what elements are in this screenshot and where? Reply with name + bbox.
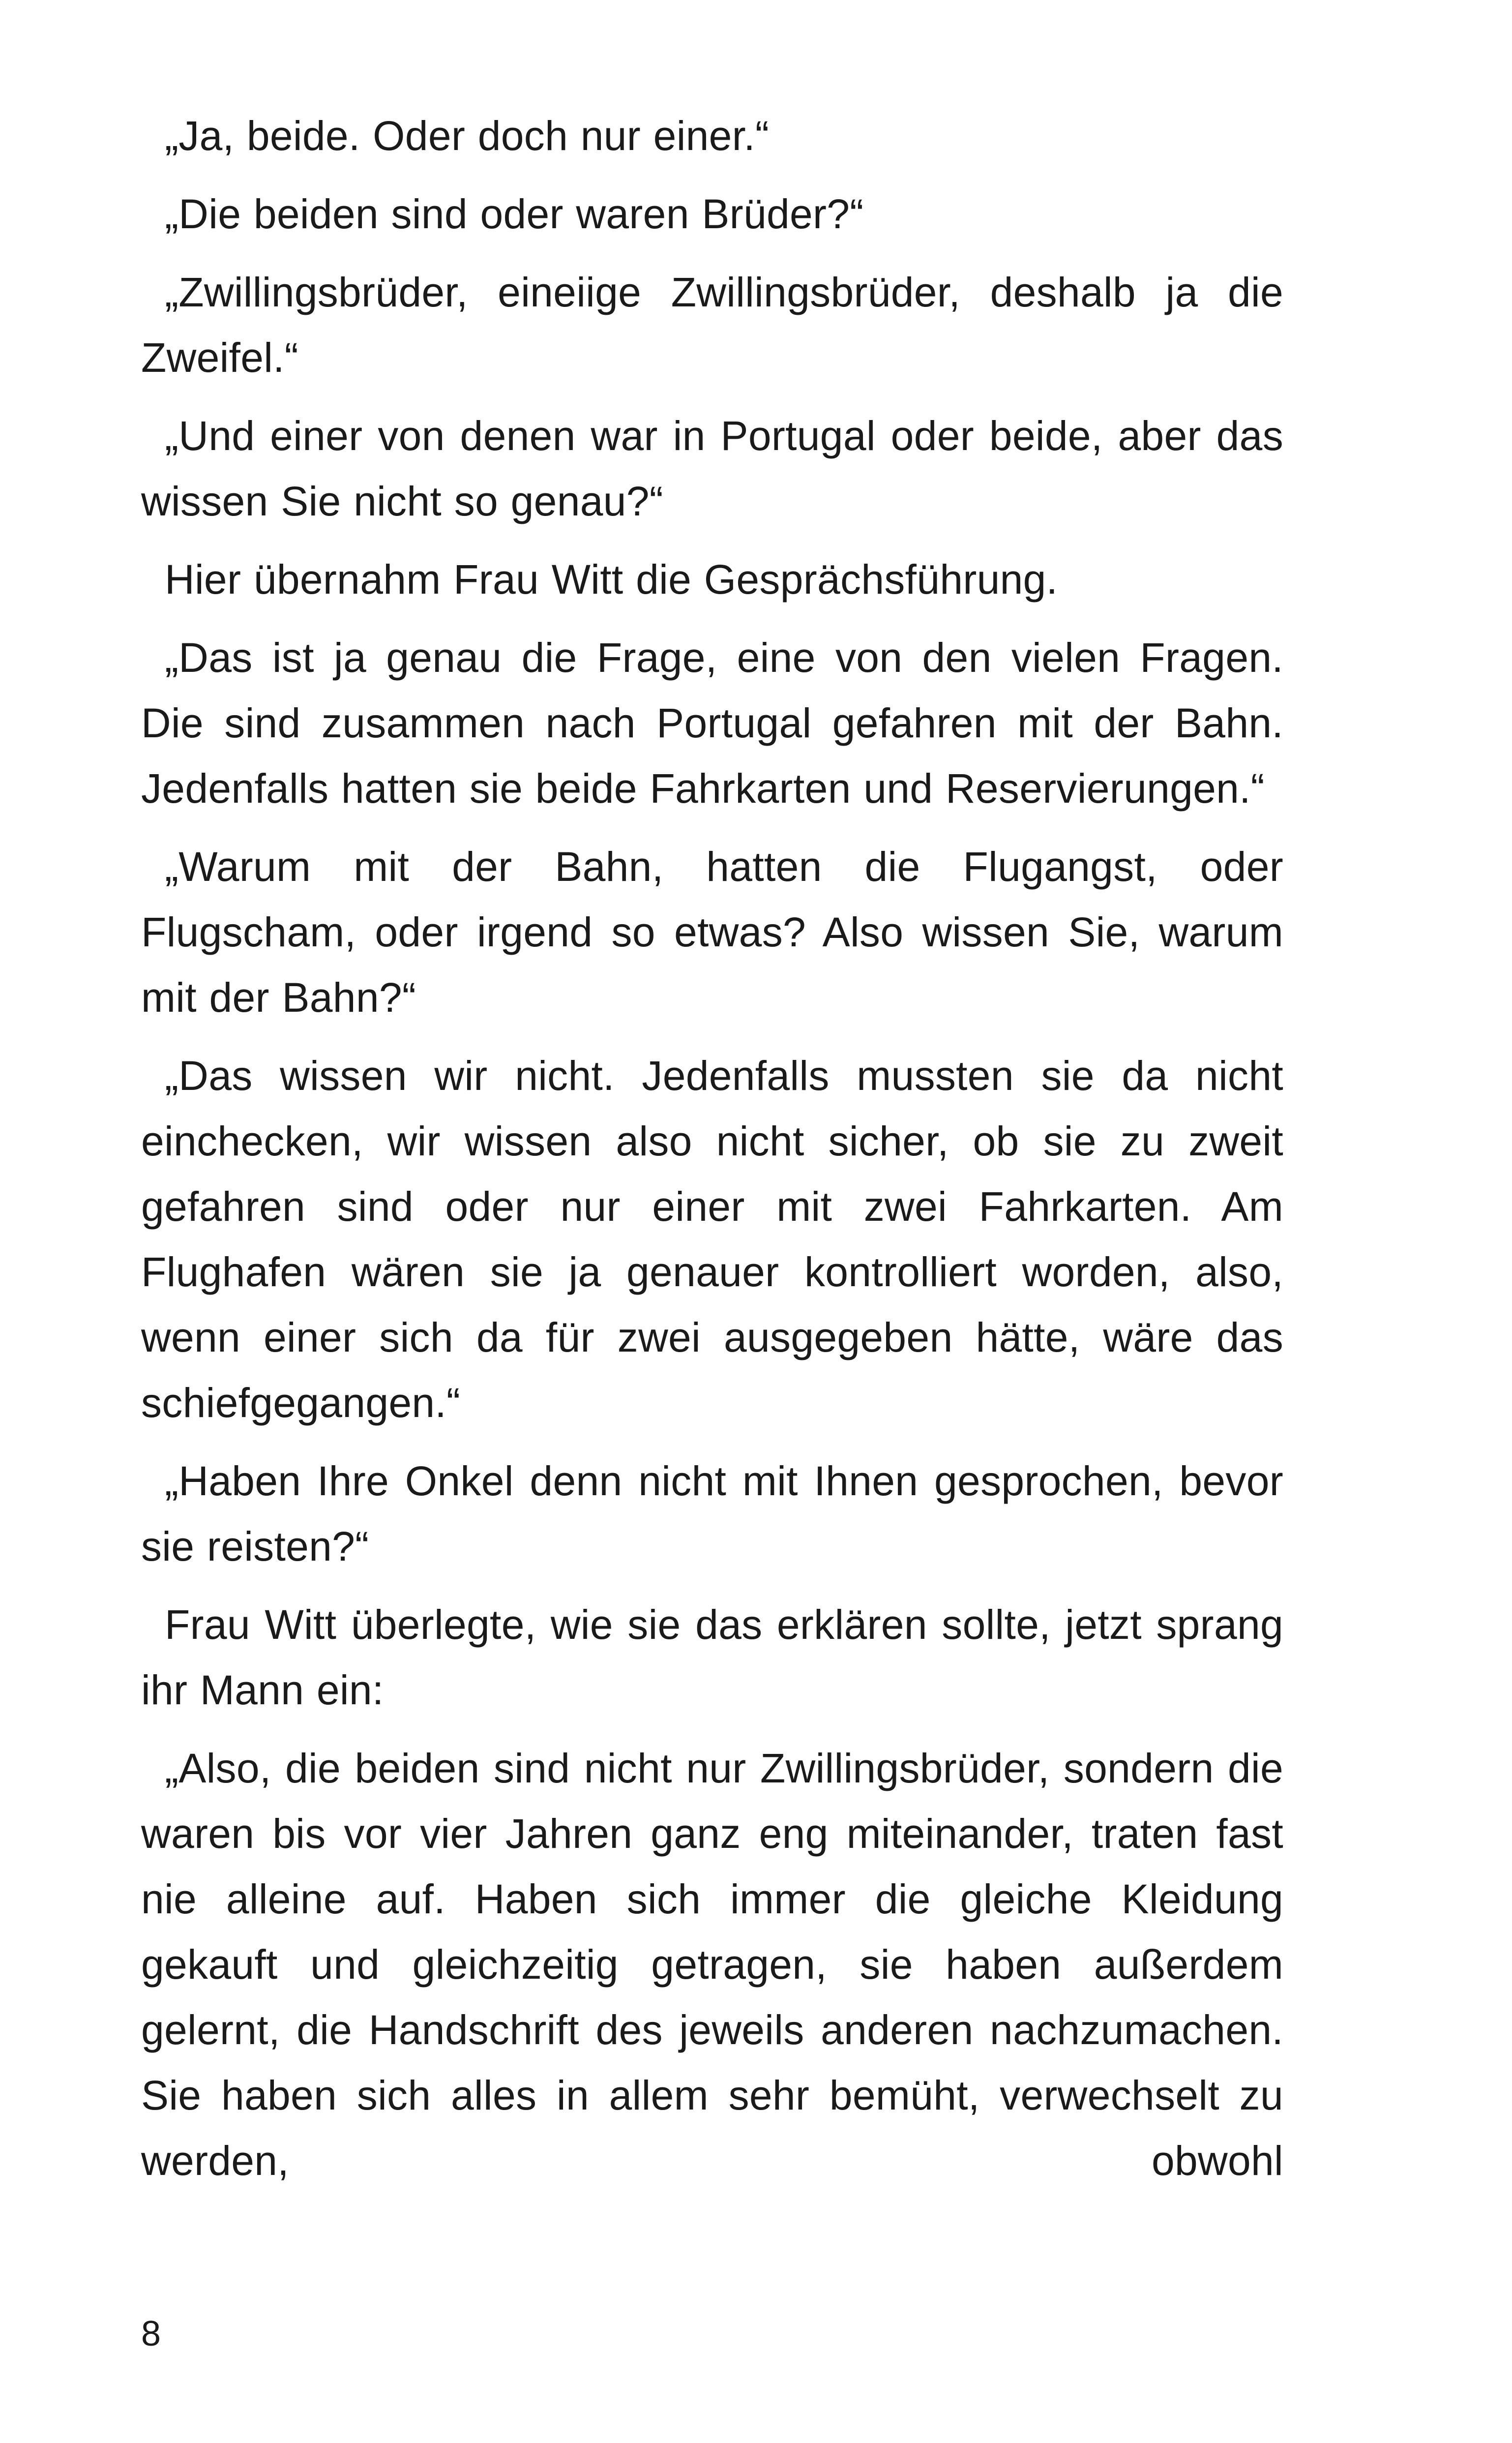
paragraph: „Ja, beide. Oder doch nur einer.“ — [165, 113, 770, 159]
paragraph: Hier übernahm Frau Witt die Gesprächsführung. — [165, 556, 1058, 603]
page-number: 8 — [141, 2314, 161, 2353]
paragraph: „Die beiden sind oder waren Brüder?“ — [165, 191, 864, 237]
paragraph: „Also, die beiden sind nicht nur Zwillingsbrüder, sondern die waren bis vor vier Jahren ganz eng miteinander, traten fast nie alleine auf. Haben sich immer die gleiche Kleidung gekauft und gleichzeitig getragen, sie haben außerdem gelernt, die Handschrift des jeweils anderen nachzumachen. Sie haben sich alles in allem sehr bemüht, verwechselt zu werden, obwohl — [141, 1745, 1283, 2184]
paragraph: „Zwillingsbrüder, eineiige Zwillingsbrüder, deshalb ja die Zweifel.“ — [141, 269, 1283, 381]
paragraph: „Warum mit der Bahn, hatten die Flugangst, oder Flugscham, oder irgend so etwas? Also wissen Sie, warum mit der Bahn?“ — [141, 844, 1283, 1021]
paragraph: „Haben Ihre Onkel denn nicht mit Ihnen gesprochen, bevor sie reisten?“ — [141, 1458, 1283, 1569]
body-text — [141, 103, 1283, 2206]
paragraph: „Das ist ja genau die Frage, eine von den vielen Fragen. Die sind zusammen nach Portugal gefahren mit der Bahn. Jedenfalls hatten sie beide Fahrkarten und Reservierungen.“ — [141, 634, 1283, 812]
paragraph: Frau Witt überlegte, wie sie das erklären sollte, jetzt sprang ihr Mann ein: — [141, 1601, 1283, 1713]
paragraph: „Und einer von denen war in Portugal oder beide, aber das wissen Sie nicht so genau?“ — [141, 413, 1283, 524]
paragraph: „Das wissen wir nicht. Jedenfalls mussten sie da nicht einchecken, wir wissen also nicht sicher, ob sie zu zweit gefahren sind oder nur einer mit zwei Fahrkarten. Am Flughafen wären sie ja genauer kontrolliert worden, also, wenn einer sich da für zwei ausgegeben hätte, wäre das schiefgegangen.“ — [141, 1053, 1283, 1426]
